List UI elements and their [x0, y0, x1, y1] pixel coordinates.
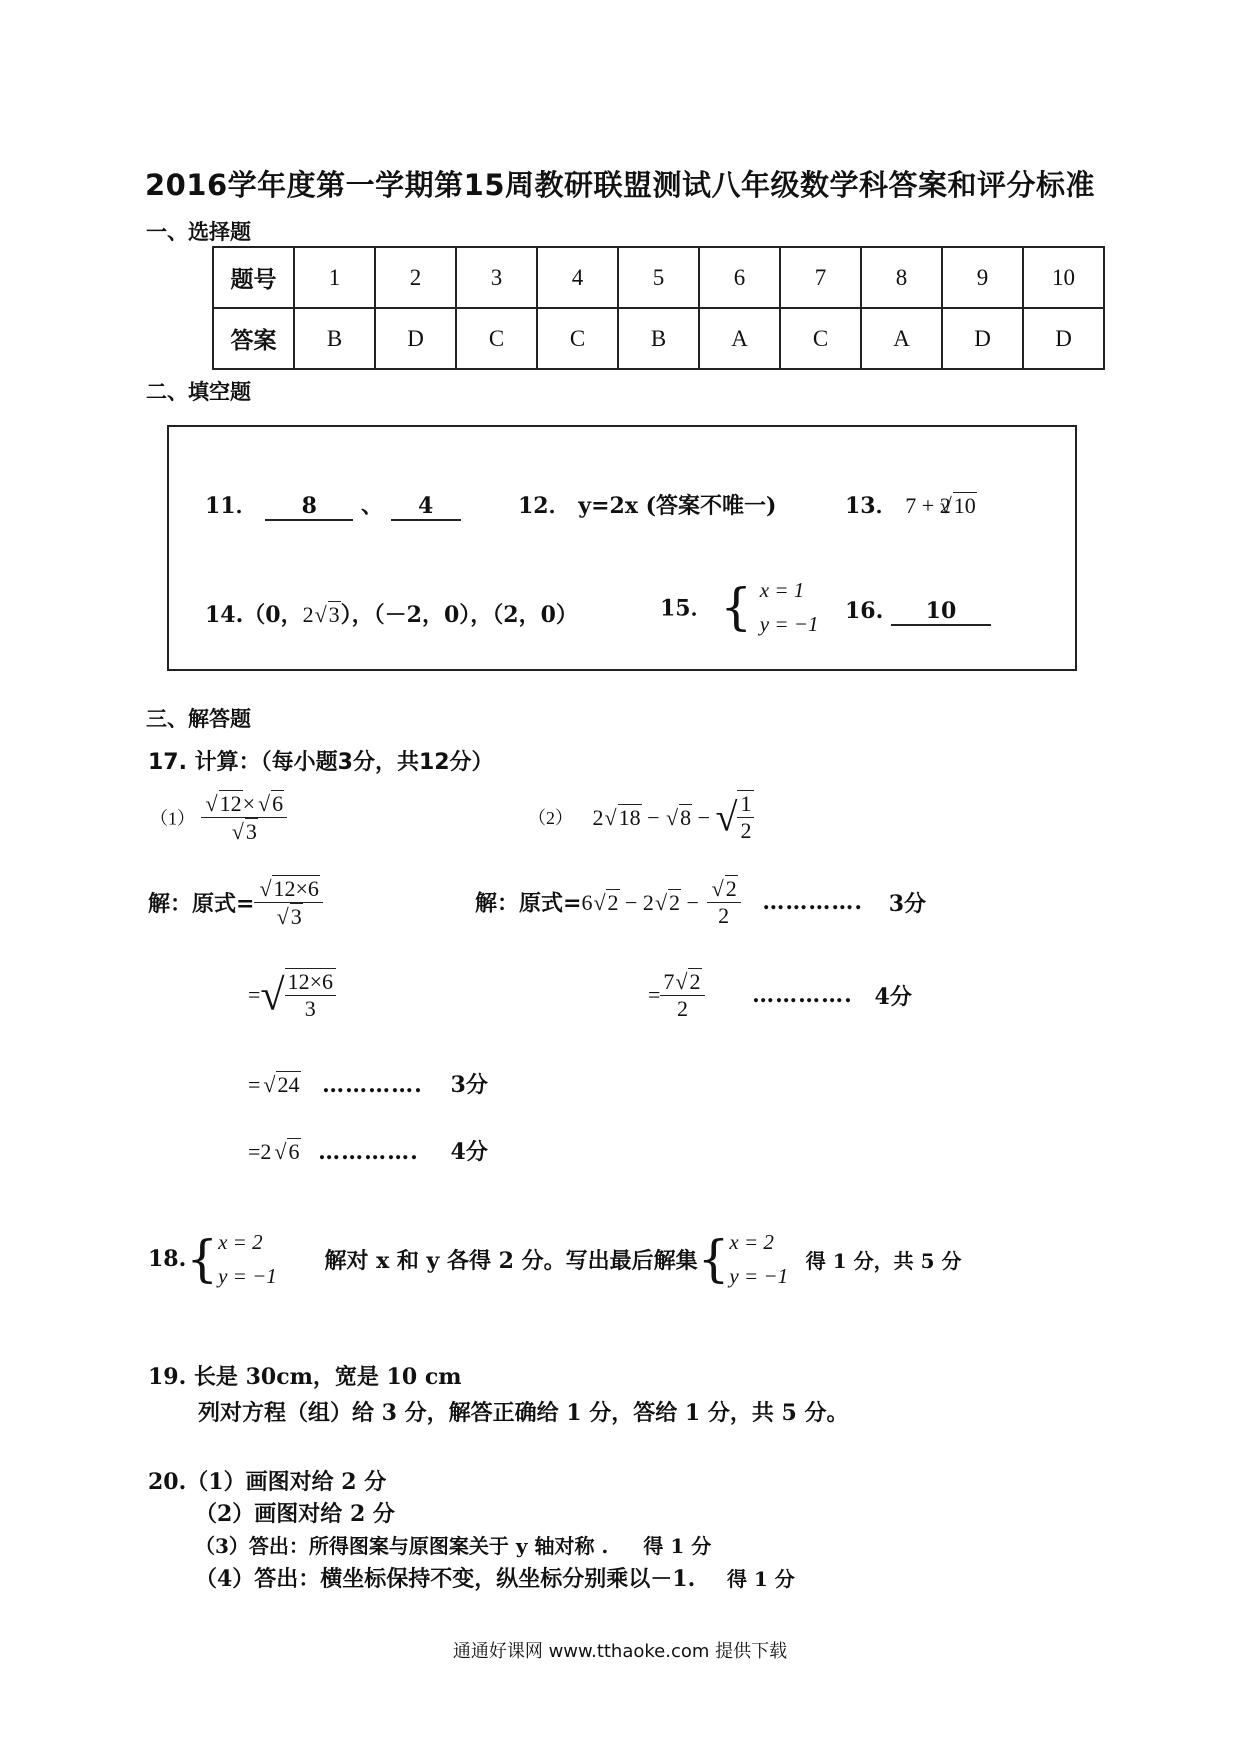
- q18-system-2: x = 2 y = −1: [729, 1230, 789, 1288]
- table-cell: D: [1023, 308, 1104, 369]
- q14: [205, 598, 578, 629]
- table-cell: D: [375, 308, 456, 369]
- q11-answer-a: 8: [265, 493, 353, 521]
- q17-sol1-step2: $\frac{12\times 6}{3}$: [285, 968, 336, 1022]
- table-cell: 9: [942, 247, 1023, 308]
- q11-answer-b: 4: [391, 493, 461, 521]
- radical-icon: √: [715, 794, 738, 840]
- q17-sol1-rad-num: √ 12×6: [272, 875, 320, 902]
- fill-answers-box: [167, 425, 1077, 671]
- q11: [205, 489, 461, 521]
- section-choice-heading: 一、选择题: [146, 220, 251, 244]
- q20-line3-score: 得 1 分: [643, 1534, 712, 1558]
- radical-icon: √: [260, 970, 285, 1020]
- q17-sol1-rad-den: √ 3: [290, 903, 303, 930]
- table-cell: C: [537, 308, 618, 369]
- table-cell: 10: [1023, 247, 1104, 308]
- q18-tail: 得 1 分，共 5 分: [805, 1248, 962, 1273]
- q17-p1-rad-b: √ 6: [271, 790, 284, 817]
- q19-line1: 19. 长是 30cm，宽是 10 cm: [148, 1364, 462, 1390]
- q15-system: [760, 573, 819, 641]
- q17-sol1-label: 解：原式=: [148, 891, 255, 917]
- table-cell: 8: [861, 247, 942, 308]
- q17-sol1-score3: 3分: [450, 1072, 488, 1098]
- table-row-numbers: [213, 247, 1104, 308]
- q17-p1-times: ×: [242, 791, 255, 816]
- brace-icon: {: [186, 1230, 219, 1288]
- table-cell: A: [699, 308, 780, 369]
- q11-label: 11．: [205, 493, 258, 519]
- q17-p2-minus: −: [647, 804, 660, 830]
- q17-sol2-score4: 4分: [874, 983, 912, 1010]
- q17-sol2-line1: [475, 875, 926, 929]
- q17-p2-rad-1: √ 18: [618, 804, 642, 831]
- q16-label: 16.: [845, 598, 884, 624]
- q17-sol2-dots-2: ………….: [752, 982, 853, 1008]
- q12-answer: y=2x (答案不唯一): [578, 493, 777, 519]
- q17-p2-minus-2: −: [697, 804, 710, 830]
- table-cell: A: [861, 308, 942, 369]
- q17-sol1-dots: ………….: [322, 1072, 423, 1098]
- table-cell: 4: [537, 247, 618, 308]
- q17-problem-1: [150, 790, 287, 845]
- table-cell: D: [942, 308, 1023, 369]
- q20-line2: （2）画图对给 2 分: [195, 1501, 395, 1527]
- q20-line3-text: （3）答出：所得图案与原图案关于 y 轴对称 .: [195, 1534, 609, 1558]
- q14-label: 14.（0，: [205, 602, 303, 628]
- q20-line4-score: 得 1 分: [726, 1567, 795, 1591]
- q13-answer: [905, 493, 977, 518]
- q17-p2-expr: [593, 805, 711, 830]
- q12-label: 12．: [518, 493, 571, 519]
- section-solve-heading: 三、解答题: [146, 707, 251, 731]
- q17-sol2-expr: 6√ 2 − 2√ 2 −: [581, 890, 699, 915]
- q17-p2-rad-2: √ 8: [679, 804, 692, 831]
- page-title: 2016学年度第一学期第15周教研联盟测试八年级数学科答案和评分标准: [144, 168, 1096, 202]
- q17-sol1-line1: [148, 875, 323, 930]
- q17-header: 17. 计算：（每小题3分，共12分）: [148, 750, 494, 775]
- q13-expr: 7 + 2: [905, 493, 951, 518]
- q13-label: 13．: [845, 493, 898, 519]
- q17-sol2-fraction: √ $\frac{2}{2}$: [707, 875, 741, 929]
- q17-problem-2: [528, 790, 754, 844]
- table-cell: B: [618, 308, 699, 369]
- footer-source: 通通好课网 www.tthaoke.com 提供下载: [452, 1641, 788, 1662]
- equals-sign: =: [248, 982, 261, 1007]
- q15-x: x = 1: [759, 578, 805, 602]
- q17-sol1-dots-2: ………….: [318, 1139, 419, 1165]
- q17-p2-label: （2）: [528, 808, 573, 828]
- q13-radical: √ 10: [953, 492, 977, 519]
- q17-p1-fraction: [201, 790, 288, 845]
- q17-sol1-step3: =√ 24: [248, 1072, 301, 1097]
- q16-answer: 10: [891, 598, 991, 626]
- q17-sol1-line4: [248, 1135, 488, 1166]
- q14-radical: √ 3: [328, 601, 341, 628]
- q17-p1-label: （1）: [150, 808, 195, 829]
- q17-sol1-score4: 4分: [450, 1139, 488, 1165]
- q20-line4: [195, 1562, 795, 1593]
- table-cell: 3: [456, 247, 537, 308]
- q15: [660, 573, 818, 641]
- q19-line2: 列对方程（组）给 3 分，解答正确给 1 分，答给 1 分，共 5 分。: [198, 1400, 849, 1426]
- row-label-answer: 答案: [213, 308, 294, 369]
- table-cell: C: [780, 308, 861, 369]
- q17-sol1-line3: [248, 1068, 488, 1099]
- q12: [518, 489, 776, 520]
- q18-text: 解对 x 和 y 各得 2 分。写出最后解集: [324, 1247, 698, 1274]
- q17-p2-fraction: $\frac{1}{2}$: [737, 790, 754, 844]
- q20-line4-text: （4）答出：横坐标保持不变，纵坐标分别乘以－1.: [195, 1566, 696, 1592]
- section-fill-heading: 二、填空题: [146, 380, 251, 404]
- table-cell: B: [294, 308, 375, 369]
- table-cell: 7: [780, 247, 861, 308]
- brace-icon: {: [697, 1230, 730, 1288]
- q18-system: x = 2 y = −1: [218, 1230, 277, 1288]
- row-label-number: 题号: [213, 247, 294, 308]
- q17-sol2-line2: [648, 968, 912, 1022]
- brace-icon: {: [720, 578, 753, 636]
- q17-p2-coef: 2: [592, 804, 604, 830]
- q13: [845, 489, 977, 520]
- table-cell: 1: [294, 247, 375, 308]
- q17-sol1-line2: [248, 968, 336, 1022]
- table-cell: 2: [375, 247, 456, 308]
- q17-sol2-label: 解：原式=: [475, 890, 582, 917]
- equals-sign: =: [648, 982, 661, 1007]
- table-row-answers: [213, 308, 1104, 369]
- q15-y: y = −1: [759, 612, 819, 636]
- table-cell: C: [456, 308, 537, 369]
- table-cell: 5: [618, 247, 699, 308]
- q17-p1-rad-a: √ 12: [219, 790, 243, 817]
- q18: [148, 1225, 961, 1293]
- q18-label: 18.: [148, 1246, 187, 1272]
- q17-sol1-step4: =2√ 6: [248, 1139, 301, 1164]
- table-cell: 6: [699, 247, 780, 308]
- q20-line1: 20.（1）画图对给 2 分: [148, 1469, 387, 1495]
- q17-sol2-step2: $\frac{7√ 2}{2}$: [660, 968, 704, 1022]
- q15-label: 15．: [660, 595, 713, 622]
- choice-answer-table: [212, 246, 1105, 370]
- q11-separator: 、: [360, 493, 383, 519]
- q17-sol1-step1: [254, 875, 323, 930]
- q16: [845, 598, 991, 626]
- q17-p1-rad-den: √ 3: [245, 818, 258, 845]
- q14-rest: ），（－2，0），（2，0）: [340, 602, 578, 628]
- q17-sol2-dots: ………….: [762, 889, 864, 915]
- q20-line3: [195, 1530, 711, 1559]
- q14-coef: 2: [302, 602, 314, 627]
- q17-sol2-score3: 3分: [888, 890, 927, 917]
